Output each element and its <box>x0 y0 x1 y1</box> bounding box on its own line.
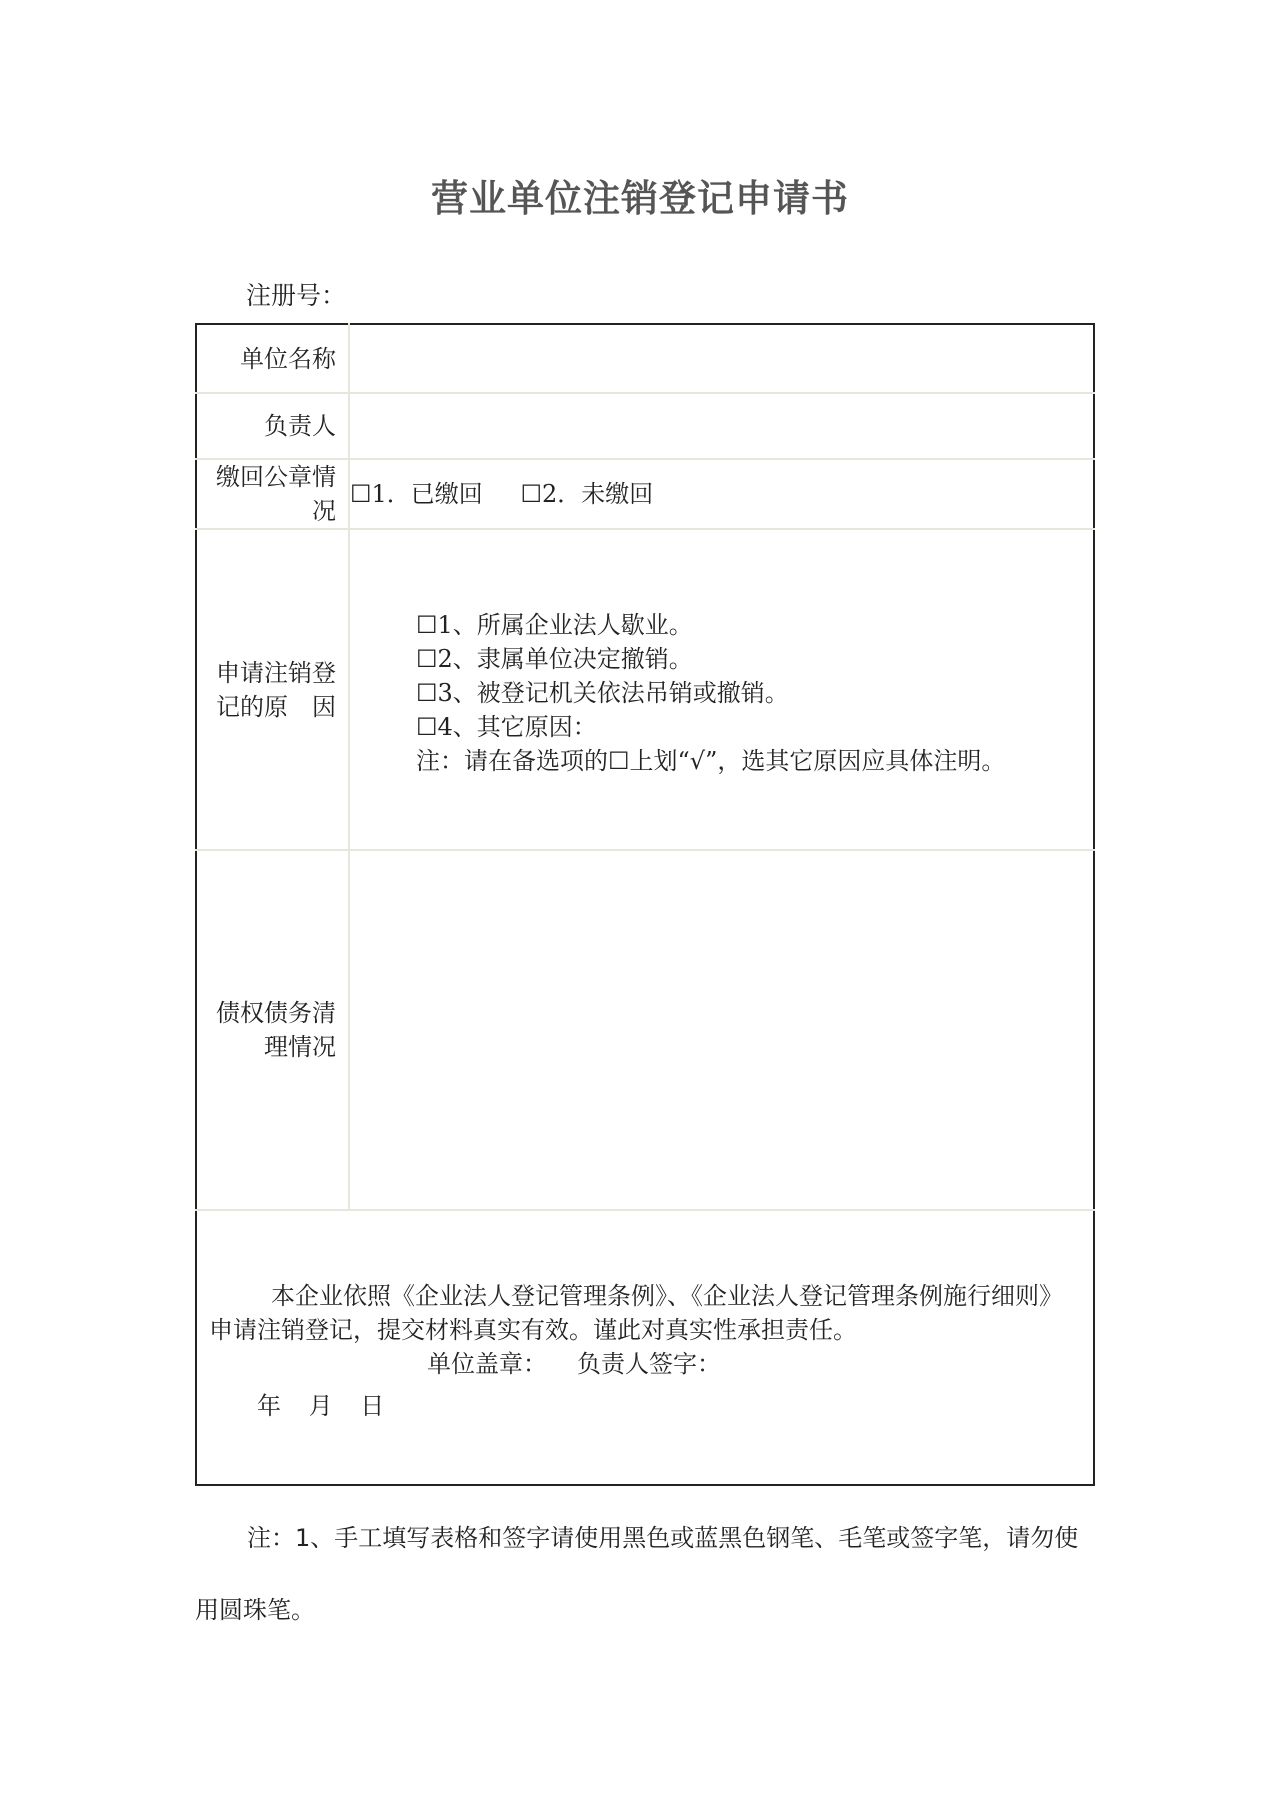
reason-option-revoked-by-parent[interactable]: ☐2、隶属单位决定撤销。 <box>416 644 693 673</box>
signature-line <box>209 1347 1077 1381</box>
debt-settlement-field[interactable] <box>349 850 1094 1210</box>
registration-number-label: 注册号： <box>246 281 347 310</box>
reason-option-other[interactable]: ☐4、其它原因： <box>416 712 597 741</box>
reason-note: 注：请在备选项的☐上划“√”，选其它原因应具体注明。 <box>416 746 1006 775</box>
seal-not-returned-checkbox[interactable]: ☐2．未缴回 <box>520 480 654 508</box>
debt-settlement-label: 债权债务清理情况 <box>196 850 349 1210</box>
footnote: 注：1、手工填写表格和签字请使用黑色或蓝黑色钢笔、毛笔或签字笔，请勿使用圆珠笔。 <box>195 1524 1079 1624</box>
reason-option-closed[interactable]: ☐1、所属企业法人歇业。 <box>416 610 693 639</box>
reason-option-revoked-by-authority[interactable]: ☐3、被登记机关依法吊销或撤销。 <box>416 678 789 707</box>
seal-return-label: 缴回公章情况 <box>196 459 349 529</box>
cancellation-reason-label: 申请注销登记的原 因 <box>196 529 349 850</box>
cancellation-reason-options <box>349 529 1094 850</box>
declaration-text: 本企业依照《企业法人登记管理条例》、《企业法人登记管理条例施行细则》申请注销登记，提交材料真实有效。谨此对真实性承担责任。 <box>209 1281 1063 1344</box>
declaration-cell <box>196 1210 1094 1485</box>
date-line: 年 月 日 <box>257 1391 385 1420</box>
unit-name-label: 单位名称 <box>196 324 349 393</box>
person-signature-label: 负责人签字： <box>577 1349 721 1378</box>
application-form-table <box>195 323 1095 1486</box>
seal-return-options <box>349 459 1094 529</box>
unit-seal-label: 单位盖章： <box>427 1349 547 1378</box>
page-title: 营业单位注销登记申请书 <box>431 177 849 220</box>
unit-name-field[interactable] <box>349 324 1094 393</box>
seal-returned-checkbox[interactable]: ☐1．已缴回 <box>350 480 483 508</box>
seal-return-row <box>196 459 1094 529</box>
person-in-charge-field[interactable] <box>349 393 1094 459</box>
person-in-charge-label: 负责人 <box>196 393 349 459</box>
cancellation-reason-row <box>196 529 1094 850</box>
declaration-row <box>196 1210 1094 1485</box>
unit-name-row <box>196 324 1094 393</box>
person-in-charge-row <box>196 393 1094 459</box>
debt-settlement-row <box>196 850 1094 1210</box>
